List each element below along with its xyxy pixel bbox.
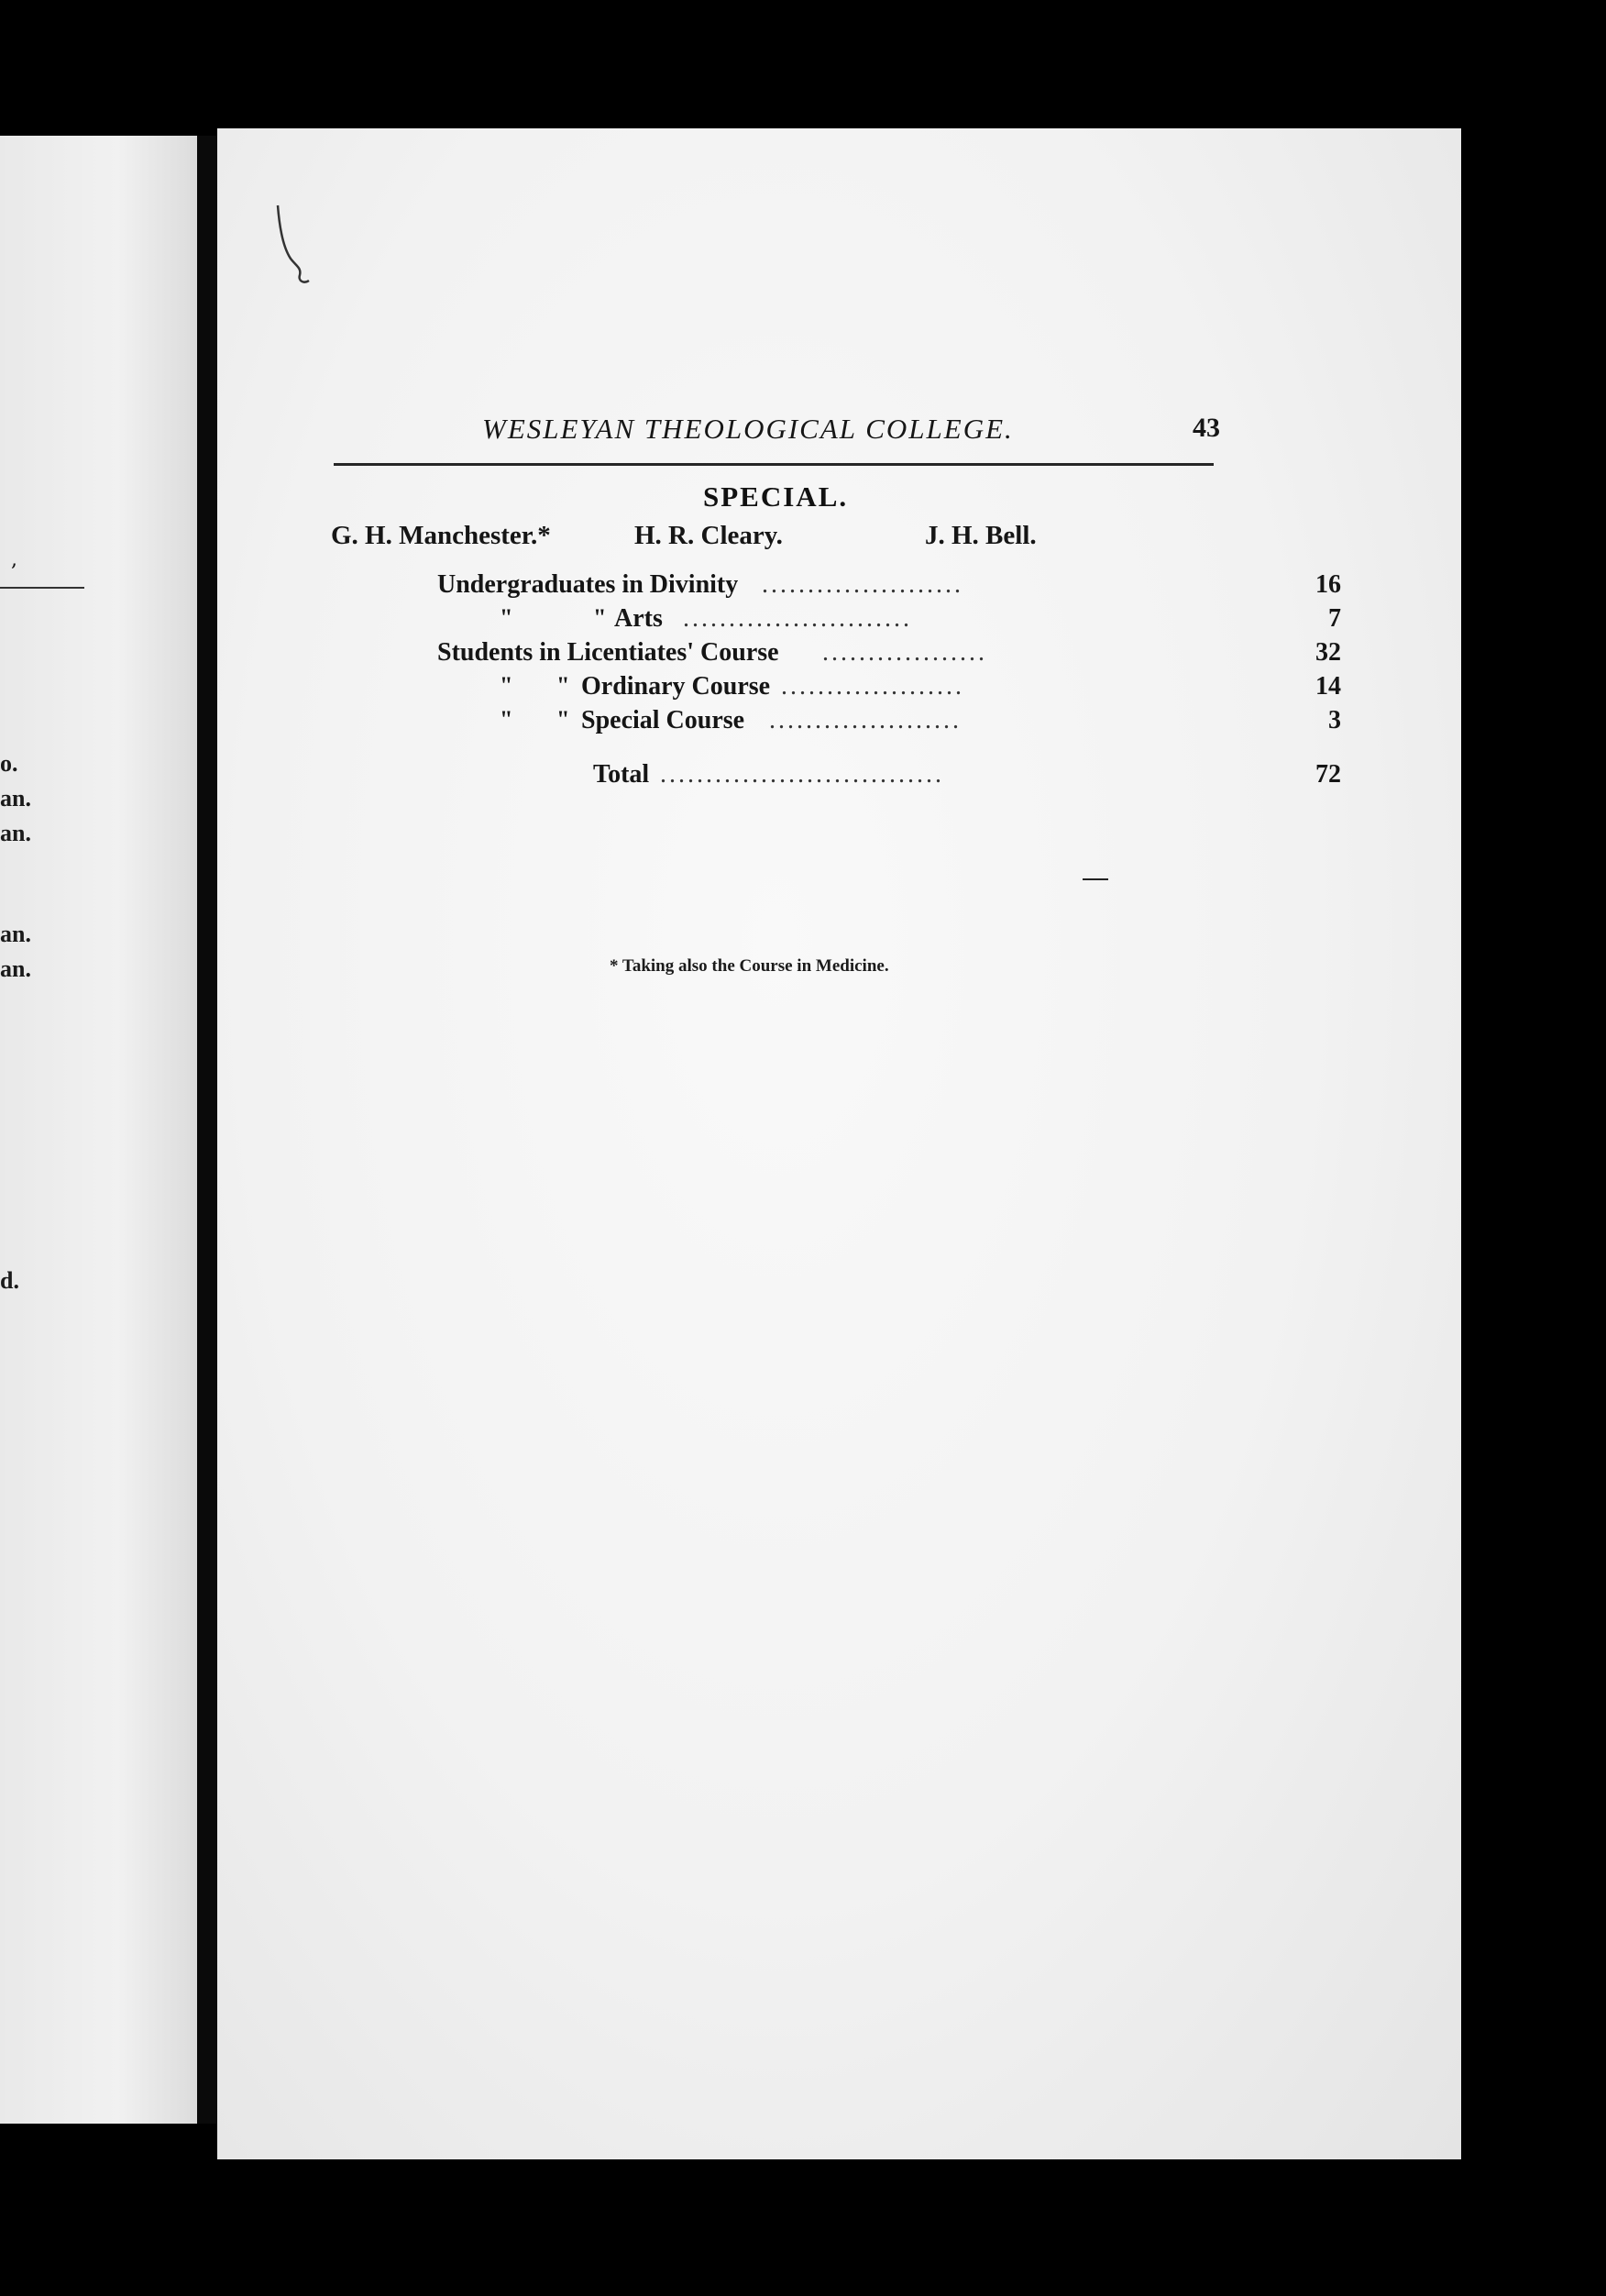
summary-label: Ordinary Course	[581, 672, 771, 701]
footnote: * Taking also the Course in Medicine.	[610, 956, 889, 976]
summary-value: 16	[1315, 570, 1341, 599]
ditto-mark: "	[500, 604, 513, 631]
ditto-mark: "	[500, 706, 513, 733]
summary-value: 3	[1328, 706, 1341, 734]
ditto-mark: "	[500, 672, 513, 699]
summary-row	[437, 706, 1341, 740]
left-page-text: o.	[0, 750, 18, 777]
ditto-mark: "	[556, 706, 570, 733]
total-label: Total	[593, 760, 650, 789]
summary-label: Undergraduates in Divinity	[437, 570, 739, 599]
summary-row	[437, 604, 1341, 638]
left-page-rule	[0, 587, 84, 589]
leader-dots: ...............................	[660, 760, 944, 789]
summary-label: Students in Licentiates' Course	[437, 638, 779, 667]
summary-label: Arts	[614, 604, 663, 633]
running-header	[336, 413, 1220, 455]
summary-row	[437, 570, 1341, 604]
summary-value: 7	[1328, 604, 1341, 633]
running-title: WESLEYAN THEOLOGICAL COLLEGE.	[482, 413, 1014, 445]
ditto-mark: "	[593, 604, 607, 631]
student-name: H. R. Cleary.	[634, 521, 783, 550]
book-gutter	[197, 136, 217, 2124]
scan-border	[1461, 128, 1606, 2159]
left-page-text: an.	[0, 921, 31, 947]
left-page-text: an.	[0, 820, 31, 846]
student-name: J. H. Bell.	[925, 521, 1037, 550]
student-name: G. H. Manchester.*	[331, 521, 551, 550]
total-rule	[1083, 878, 1108, 880]
section-heading: SPECIAL.	[703, 480, 849, 513]
page-number: 43	[1193, 413, 1220, 443]
summary-value: 14	[1315, 672, 1341, 701]
left-page-mark: ,	[11, 548, 17, 571]
leader-dots: .....................	[769, 706, 962, 734]
ditto-mark: "	[556, 672, 570, 699]
left-page-fragment	[0, 136, 197, 2124]
summary-row	[437, 672, 1341, 706]
left-page-text: an.	[0, 785, 31, 811]
leader-dots: ....................	[781, 672, 964, 701]
main-page	[217, 128, 1461, 2159]
leader-dots: .........................	[683, 604, 912, 633]
left-page-text: d.	[0, 1267, 19, 1294]
leader-dots: ..................	[822, 638, 987, 667]
summary-total-row	[437, 760, 1341, 794]
leader-dots: ......................	[762, 570, 963, 599]
header-rule	[334, 463, 1214, 466]
summary-value: 32	[1315, 638, 1341, 667]
left-page-text: an.	[0, 955, 31, 982]
summary-label: Special Course	[581, 706, 745, 734]
total-value: 72	[1315, 760, 1341, 789]
summary-row	[437, 638, 1341, 672]
pencil-mark	[272, 202, 327, 303]
enrollment-summary	[437, 570, 1341, 794]
